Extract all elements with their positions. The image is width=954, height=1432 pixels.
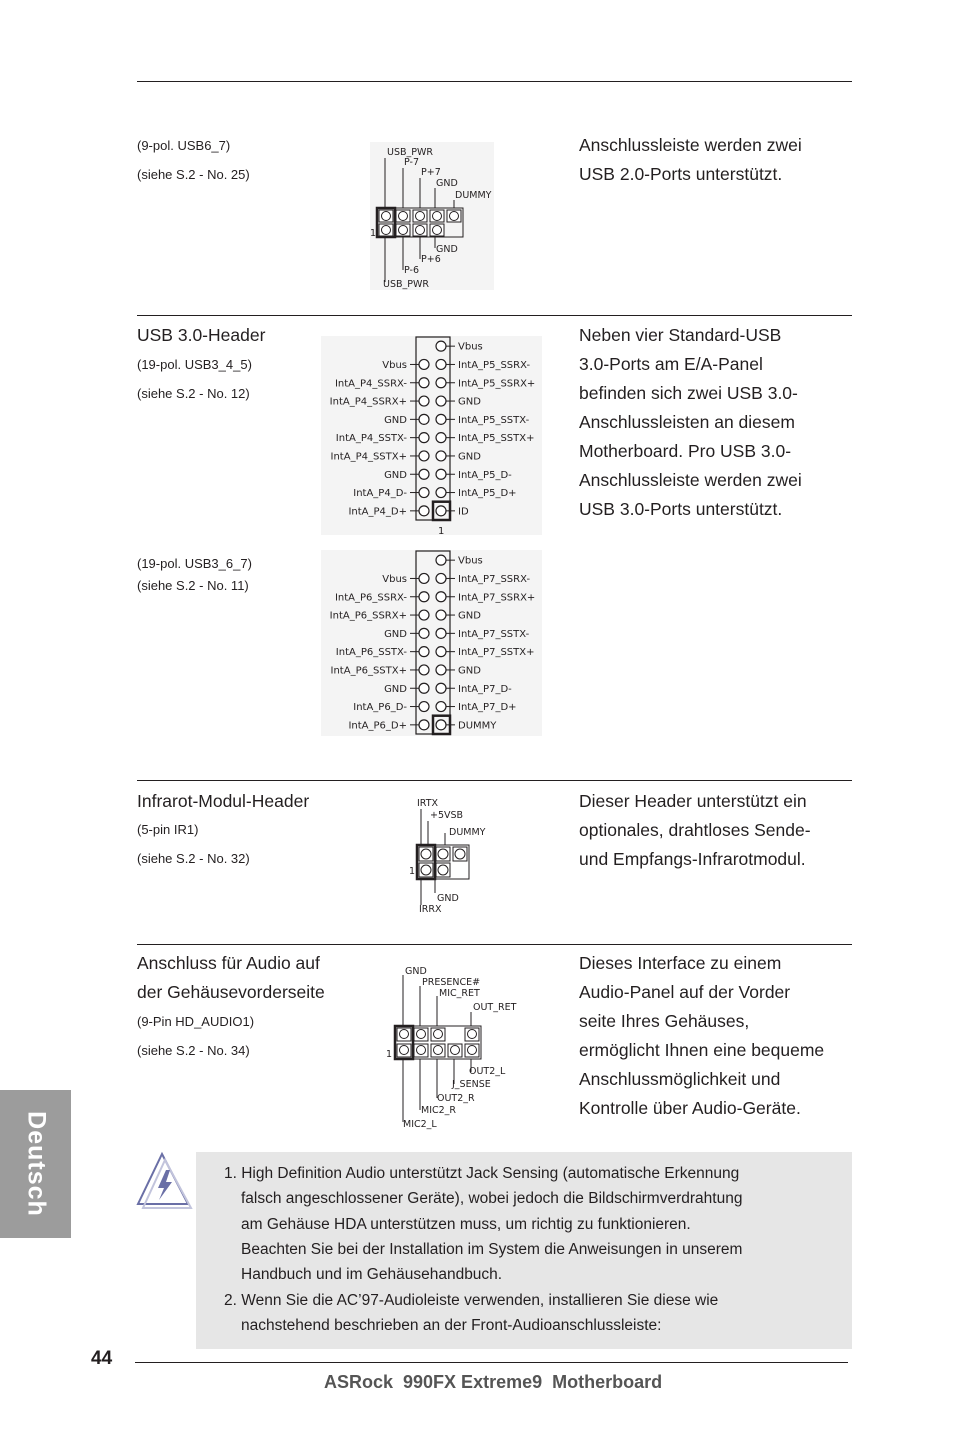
desc-line: und Empfangs-Infrarotmodul. (579, 849, 806, 869)
desc-line: befinden sich zwei USB 3.0- (579, 383, 798, 403)
ir-ref: (siehe S.2 - No. 32) (137, 851, 250, 866)
ir-description (579, 787, 811, 874)
pin-label-left: IntA_P6_SSRX- (334, 592, 407, 604)
usb3-4-5-pins: (19-pol. USB3_4_5) (137, 357, 252, 372)
pin-label-right: IntA_P7_SSRX- (458, 573, 531, 585)
note-line: am Gehäuse HDA unterstützen muss, um richtig zu funktionieren. (241, 1216, 691, 1233)
note-line: 1. High Definition Audio unterstützt Jack Sensing (automatische Erkennung (224, 1165, 740, 1182)
desc-line: Audio-Panel auf der Vorder (579, 982, 791, 1002)
audio-lbl-presence: PRESENCE# (422, 977, 481, 988)
top-rule (137, 81, 852, 82)
pin (419, 359, 429, 369)
desc-line: Anschlussleiste werden zwei (579, 135, 802, 155)
pin-label-right: GND (458, 665, 481, 677)
audio-lbl-mic-ret: MIC_RET (439, 988, 480, 999)
pin (419, 573, 429, 583)
note-line: nachstehend beschrieben an der Front-Audioanschlussleiste: (241, 1317, 662, 1334)
pin-label-right: IntA_P7_SSRX+ (458, 592, 536, 604)
audio-lbl-j-sense: J_SENSE (452, 1079, 491, 1090)
usb3-title: USB 3.0-Header (137, 325, 266, 345)
warning-icon (136, 1150, 196, 1210)
usb6-7-lbl-pin1: 1 (370, 228, 377, 239)
ir-lbl-gnd: GND (437, 893, 459, 904)
pin (419, 647, 429, 657)
audio-title-line: der Gehäusevorderseite (137, 982, 325, 1002)
usb6-7-lbl-dummy: DUMMY (455, 190, 492, 201)
footer-rule (135, 1362, 848, 1363)
pin-label-right: IntA_P5_SSRX+ (458, 378, 536, 390)
pin (436, 378, 446, 388)
pin (419, 488, 429, 498)
audio-title-line: Anschluss für Audio auf (137, 953, 320, 973)
pin-label-left: IntA_P6_SSTX+ (330, 665, 407, 677)
pin (436, 359, 446, 369)
note-line: Beachten Sie bei der Installation im System die Anweisungen in unserem (241, 1241, 743, 1258)
usb6-7-description (579, 131, 802, 189)
pin1-label: 1 (438, 526, 445, 535)
audio-ref: (siehe S.2 - No. 34) (137, 1043, 250, 1058)
ir-lbl-pin1: 1 (409, 866, 416, 877)
usb6-7-lbl-usbpwr-b: USB_PWR (383, 279, 429, 290)
desc-line: Neben vier Standard-USB (579, 325, 782, 345)
pin (436, 506, 446, 516)
pin-label-left: IntA_P4_SSTX+ (330, 451, 407, 463)
pin (436, 683, 446, 693)
pin (436, 341, 446, 351)
desc-line: seite Ihres Gehäuses, (579, 1011, 750, 1031)
pin (419, 506, 429, 516)
desc-line: Kontrolle über Audio-Geräte. (579, 1098, 801, 1118)
audio-title (137, 949, 325, 1007)
note-line: 2. Wenn Sie die AC’97-Audioleiste verwenden, installieren Sie diese wie (224, 1292, 719, 1309)
section-divider (137, 315, 852, 316)
usb6-7-lbl-pplus: P+7 (421, 167, 441, 178)
pin-label-right: IntA_P7_D- (458, 683, 512, 695)
pin (436, 592, 446, 602)
pin (436, 647, 446, 657)
pin (436, 555, 446, 565)
note-box (196, 1152, 852, 1349)
pin-label-left: Vbus (382, 573, 407, 585)
pin (436, 702, 446, 712)
note-line: falsch angeschlossener Geräte), wobei jedoch die Bildschirmverdrahtung (241, 1190, 743, 1207)
desc-line: Dieser Header unterstützt ein (579, 791, 807, 811)
pin-label-right: IntA_P7_D+ (458, 702, 517, 714)
pin-label-right: IntA_P5_D+ (458, 488, 517, 500)
pin-label-right: GND (458, 451, 481, 463)
usb6-7-diagram (370, 142, 494, 290)
pin-label-right: IntA_P7_SSTX- (458, 628, 530, 640)
usb6-7-lbl-pminus: P-7 (404, 157, 419, 168)
pin-label-right: IntA_P5_SSTX- (458, 414, 530, 426)
pin-label-left: GND (384, 628, 407, 640)
pin (436, 488, 446, 498)
usb6-7-lbl-gnd-b: GND (436, 244, 458, 255)
ir-title: Infrarot-Modul-Header (137, 791, 310, 811)
audio-description (579, 949, 824, 1123)
ir-pins: (5-pin IR1) (137, 822, 199, 837)
pin (419, 414, 429, 424)
pin (419, 433, 429, 443)
pin (436, 720, 446, 730)
pin (419, 720, 429, 730)
pin (419, 451, 429, 461)
usb6-7-ref: (siehe S.2 - No. 25) (137, 167, 250, 182)
desc-line: Dieses Interface zu einem (579, 953, 782, 973)
desc-line: 3.0-Ports am E/A-Panel (579, 354, 763, 374)
usb3-4-5-diagram (321, 336, 542, 535)
pin-label-left: IntA_P4_D- (353, 488, 407, 500)
ir-lbl-5vsb: +5VSB (430, 810, 464, 821)
desc-line: USB 2.0-Ports unterstützt. (579, 164, 783, 184)
desc-line: Anschlussleiste werden zwei (579, 470, 802, 490)
pin (436, 573, 446, 583)
pin-label-left: IntA_P6_SSTX- (335, 647, 407, 659)
usb6-7-pins: (9-pol. USB6_7) (137, 138, 231, 153)
pin-label-right: IntA_P5_D- (458, 469, 512, 481)
pin-label-left: IntA_P6_SSRX+ (329, 610, 407, 622)
pin (436, 396, 446, 406)
pin (419, 469, 429, 479)
usb6-7-lbl-gnd: GND (436, 178, 458, 189)
pin (419, 702, 429, 712)
pin-label-right: IntA_P5_SSRX- (458, 359, 531, 371)
pin (419, 683, 429, 693)
note-line: Handbuch und im Gehäusehandbuch. (241, 1266, 503, 1283)
ir-lbl-irrx: IRRX (419, 904, 442, 915)
pin-label-right: IntA_P5_SSTX+ (458, 433, 535, 445)
audio-lbl-out2-r: OUT2_R (437, 1093, 475, 1104)
desc-line: Anschlussmöglichkeit und (579, 1069, 781, 1089)
pin-label-right: Vbus (458, 341, 483, 353)
pin-label-right: GND (458, 610, 481, 622)
pin-label-left: GND (384, 683, 407, 695)
pin-label-left: IntA_P4_SSRX- (334, 378, 407, 390)
usb3-6-7-pins: (19-pol. USB3_6_7) (137, 556, 252, 571)
side-tab-label: Deutsch (22, 1111, 50, 1217)
desc-line: ermöglicht Ihnen eine bequeme (579, 1040, 825, 1060)
pin (419, 592, 429, 602)
section-divider (137, 944, 852, 945)
pin (419, 628, 429, 638)
pin (436, 469, 446, 479)
desc-line: Anschlussleisten an diesem (579, 412, 795, 432)
pin (436, 628, 446, 638)
audio-lbl-mic2-l: MIC2_L (403, 1119, 437, 1130)
pin-label-left: IntA_P4_SSTX- (335, 433, 407, 445)
pin (419, 665, 429, 675)
usb6-7-lbl-pminus-b: P-6 (404, 265, 419, 276)
pin (419, 610, 429, 620)
audio-lbl-out2-l: OUT2_L (469, 1066, 506, 1077)
pin-label-left: IntA_P6_D+ (348, 720, 407, 732)
pin (436, 610, 446, 620)
usb3-6-7-diagram (321, 550, 542, 736)
audio-diagram (380, 962, 520, 1132)
pin-label-right: GND (458, 396, 481, 408)
pin-label-left: GND (384, 469, 407, 481)
usb6-7-lbl-pplus-b: P+6 (421, 254, 441, 265)
desc-line: Motherboard. Pro USB 3.0- (579, 441, 792, 461)
pin-label-left: IntA_P4_D+ (348, 506, 407, 518)
usb3-description (579, 321, 802, 524)
pin-label-right: ID (458, 506, 469, 518)
pin (436, 433, 446, 443)
language-side-tab (0, 1090, 71, 1238)
pin-label-left: Vbus (382, 359, 407, 371)
audio-lbl-gnd: GND (405, 966, 427, 977)
usb3-6-7-ref: (siehe S.2 - No. 11) (137, 578, 249, 593)
ir-lbl-dummy: DUMMY (449, 827, 486, 838)
usb3-4-5-ref: (siehe S.2 - No. 12) (137, 386, 250, 401)
pin (436, 414, 446, 424)
pin-label-left: GND (384, 414, 407, 426)
desc-line: optionales, drahtloses Sende- (579, 820, 811, 840)
pin (419, 396, 429, 406)
usb6-7-lbl-usbpwr: USB_PWR (387, 147, 433, 158)
page-number: 44 (91, 1348, 113, 1369)
ir-lbl-irtx: IRTX (417, 798, 439, 809)
pin (419, 378, 429, 388)
desc-line: USB 3.0-Ports unterstützt. (579, 499, 783, 519)
pin-label-left: IntA_P4_SSRX+ (329, 396, 407, 408)
audio-lbl-mic2-r: MIC2_R (421, 1105, 457, 1116)
pin (436, 451, 446, 461)
audio-pins: (9-Pin HD_AUDIO1) (137, 1014, 255, 1029)
pin-label-right: DUMMY (458, 720, 497, 732)
section-divider (137, 780, 852, 781)
pin-label-left: IntA_P6_D- (353, 702, 407, 714)
pin-label-right: Vbus (458, 555, 483, 567)
audio-lbl-pin1: 1 (386, 1049, 393, 1060)
pin-label-right: IntA_P7_SSTX+ (458, 647, 535, 659)
footer-title: ASRock 990FX Extreme9 Motherboard (324, 1372, 663, 1392)
pin (436, 665, 446, 675)
audio-lbl-out-ret: OUT_RET (473, 1002, 517, 1013)
ir-diagram (405, 795, 495, 915)
